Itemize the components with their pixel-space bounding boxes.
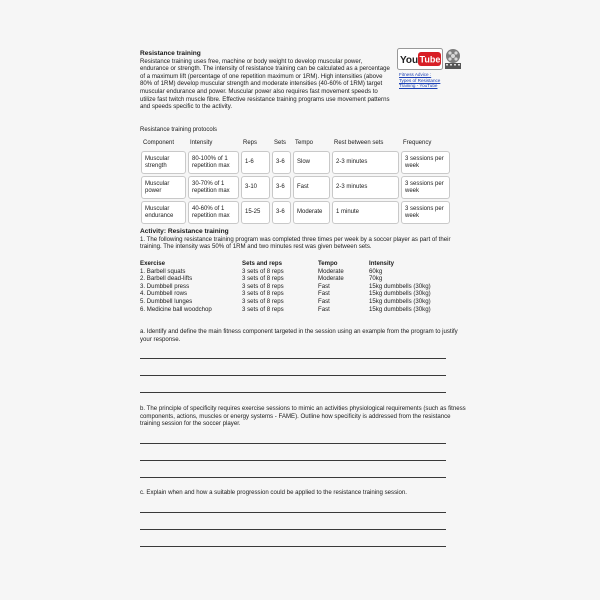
video-link-line[interactable]: Fitness Advice : bbox=[399, 72, 432, 77]
table-cell: 1-6 bbox=[241, 151, 270, 174]
table-cell: 15-25 bbox=[241, 201, 270, 224]
exercise-tempo: Fast bbox=[318, 290, 330, 298]
activity-intro: 1. The following resistance training program was completed three times per week by a soccer player as part of their training. The intensity was 50% of 1RM and two minutes rest was given between sets. bbox=[140, 235, 451, 251]
question-c: c. Explain when and how a suitable progression could be applied to the resistance training session. bbox=[140, 489, 407, 496]
exercise-name: 1. Barbell squats bbox=[140, 267, 186, 275]
exercise-tempo: Fast bbox=[318, 282, 330, 290]
answer-line[interactable] bbox=[140, 529, 446, 530]
exercise-name: 5. Dumbbell lunges bbox=[140, 297, 193, 305]
exercise-intensity: 60kg bbox=[369, 267, 383, 275]
table-cell: 1 minute bbox=[332, 201, 399, 224]
answer-line[interactable] bbox=[140, 512, 446, 513]
table-cell: Muscular strength bbox=[141, 151, 186, 174]
header-component: Component bbox=[143, 140, 175, 146]
answer-line[interactable] bbox=[140, 358, 446, 359]
protocols-table bbox=[139, 137, 452, 226]
video-link-text[interactable] bbox=[399, 72, 461, 89]
table-cell: 3-6 bbox=[272, 201, 291, 224]
exercise-name: 4. Dumbbell rows bbox=[140, 290, 188, 298]
exercise-sets-reps: 3 sets of 8 reps bbox=[242, 267, 284, 275]
table-header-row bbox=[141, 139, 450, 149]
table-cell: Muscular power bbox=[141, 176, 186, 199]
answer-line[interactable] bbox=[140, 460, 446, 461]
header-intensity: Intensity bbox=[369, 260, 395, 267]
table-cell: 3 sessions per week bbox=[401, 151, 450, 174]
youtube-logo bbox=[397, 48, 443, 70]
answer-line[interactable] bbox=[140, 392, 446, 393]
exercise-intensity: 15kg dumbbells (30kg) bbox=[369, 305, 431, 313]
exercise-intensity: 70kg bbox=[369, 275, 383, 283]
section-title: Resistance training bbox=[140, 50, 201, 57]
answer-line[interactable] bbox=[140, 546, 446, 547]
header-intensity: Intensity bbox=[190, 140, 213, 146]
table-cell: 2-3 minutes bbox=[332, 151, 399, 174]
logo-you-text: You bbox=[400, 55, 419, 66]
table-cell: 30-70% of 1 repetition max bbox=[188, 176, 239, 199]
exercise-sets-reps: 3 sets of 8 reps bbox=[242, 282, 284, 290]
answer-line[interactable] bbox=[140, 443, 446, 444]
exercise-name: 2. Barbell dead-lifts bbox=[140, 275, 193, 283]
exercise-sets-reps: 3 sets of 8 reps bbox=[242, 305, 284, 313]
table-cell: 40-60% of 1 repetition max bbox=[188, 201, 239, 224]
table-cell: Moderate bbox=[293, 201, 330, 224]
exercise-sets-reps: 3 sets of 8 reps bbox=[242, 290, 284, 298]
header-tempo: Tempo bbox=[295, 140, 314, 146]
table-row bbox=[141, 151, 450, 174]
youtube-video-link[interactable] bbox=[397, 48, 465, 96]
header-tempo: Tempo bbox=[318, 260, 338, 267]
exercise-name: 6. Medicine ball woodchop bbox=[140, 305, 212, 313]
activity-section bbox=[140, 228, 464, 251]
table-cell: 2-3 minutes bbox=[332, 176, 399, 199]
answer-line[interactable] bbox=[140, 375, 446, 376]
exercise-intensity: 15kg dumbbells (30kg) bbox=[369, 282, 431, 290]
video-link-line[interactable]: Types of Resistance bbox=[399, 77, 441, 83]
video-link-line[interactable]: Training - YouTube bbox=[399, 83, 438, 89]
question-b: b. The principle of specificity requires exercise sessions to mimic an activities physiological requirements (such as fitness components, actions, muscles or energy systems - FAME). Outline how specificity is addressed from the resistance training session for the soccer player. bbox=[140, 405, 466, 428]
exercise-name: 3. Dumbbell press bbox=[140, 282, 190, 290]
table-cell: 3-6 bbox=[272, 151, 291, 174]
activity-title: Activity: Resistance training bbox=[140, 228, 229, 235]
protocols-caption: Resistance training protocols bbox=[140, 127, 218, 133]
exercise-sets-reps: 3 sets of 8 reps bbox=[242, 297, 284, 305]
table-cell: 3-6 bbox=[272, 176, 291, 199]
section-intro: Resistance training uses free, machine or body weight to develop muscular power, endurance or strength. The intensity of resistance training can be calculated as a percentage of a maximum lift (percentage of one repetition maximum or 1RM). High intensities (above 80% of 1RM) develop muscular strength and moderate intensities (40-60% of 1RM) target muscular endurance and power. Muscular power also requires fast movement speeds to utilize fast twitch muscle fibre. Effective resistance training programs use movement patterns and speeds specific to the activity. bbox=[140, 57, 390, 111]
logo-tube-text: Tube bbox=[419, 54, 441, 65]
exercise-tempo: Fast bbox=[318, 297, 330, 305]
exercise-tempo: Moderate bbox=[318, 275, 344, 283]
table-cell: Fast bbox=[293, 176, 330, 199]
table-cell: Muscular endurance bbox=[141, 201, 186, 224]
table-cell: 3 sessions per week bbox=[401, 201, 450, 224]
table-cell: 3-10 bbox=[241, 176, 270, 199]
exercise-intensity: 15kg dumbbells (30kg) bbox=[369, 297, 431, 305]
table-cell: Slow bbox=[293, 151, 330, 174]
film-reel-icon bbox=[442, 48, 464, 70]
header-rest: Rest between sets bbox=[334, 140, 384, 146]
table-cell: 80-100% of 1 repetition max bbox=[188, 151, 239, 174]
question-a: a. Identify and define the main fitness component targeted in the session using an example from the program to justify your response. bbox=[140, 328, 458, 343]
exercise-tempo: Fast bbox=[318, 305, 330, 313]
exercise-intensity: 15kg dumbbells (30kg) bbox=[369, 290, 431, 298]
answer-line[interactable] bbox=[140, 477, 446, 478]
exercise-sets-reps: 3 sets of 8 reps bbox=[242, 275, 284, 283]
header-frequency: Frequency bbox=[403, 140, 432, 146]
table-row bbox=[141, 201, 450, 224]
header-reps: Reps bbox=[243, 140, 258, 146]
table-row bbox=[141, 176, 450, 199]
table-cell: 3 sessions per week bbox=[401, 176, 450, 199]
header-sets: Sets bbox=[274, 140, 287, 146]
header-sets-reps: Sets and reps bbox=[242, 260, 282, 267]
header-exercise: Exercise bbox=[140, 260, 166, 267]
exercise-tempo: Moderate bbox=[318, 267, 344, 275]
